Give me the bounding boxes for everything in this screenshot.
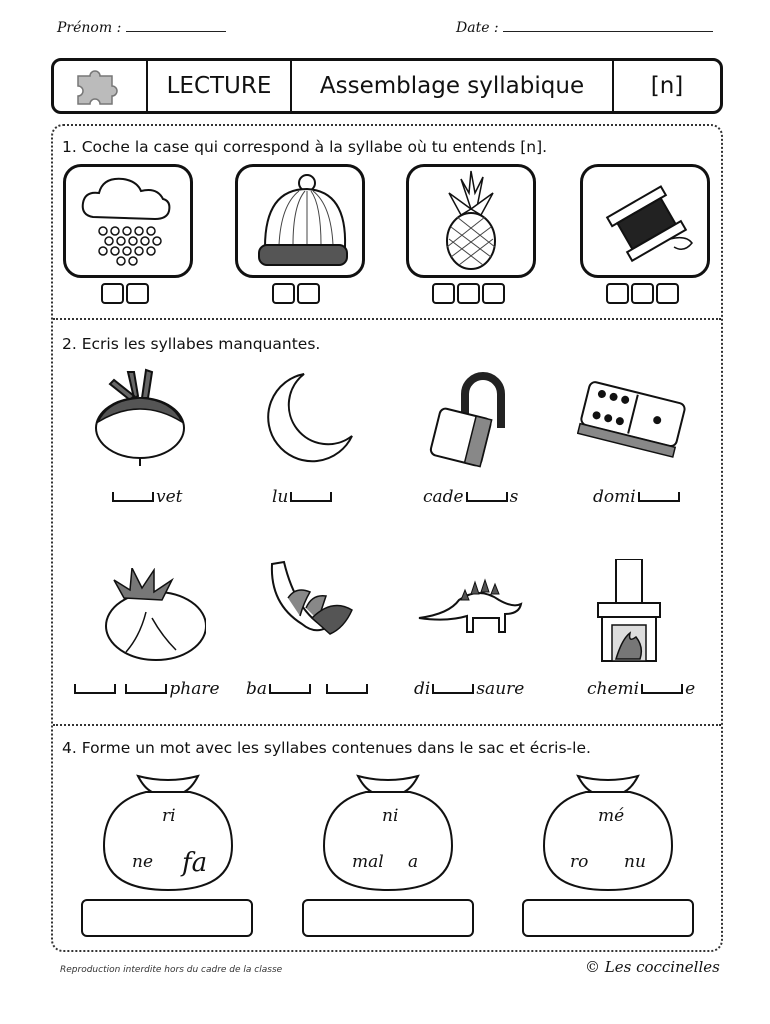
missing-syllable-blank[interactable]: [269, 684, 311, 694]
syllable-checkbox[interactable]: [432, 283, 455, 304]
bag-syllable: fa: [182, 848, 208, 878]
banana-icon: [262, 558, 358, 662]
missing-syllable-blank[interactable]: [432, 684, 474, 694]
syllable-checkbox[interactable]: [482, 283, 505, 304]
padlock-icon: [425, 370, 515, 474]
pineapple-icon: [406, 164, 536, 278]
bag-syllable: nu: [624, 852, 646, 872]
bag-syllable: ro: [570, 852, 589, 872]
missing-syllable-blank[interactable]: [74, 684, 116, 694]
exercise4-instruction: 4. Forme un mot avec les syllabes contenues dans le sac et écris-le.: [62, 739, 591, 757]
prenom-label: Prénom :: [57, 20, 122, 36]
missing-syllable-blank[interactable]: [638, 492, 680, 502]
turnip-icon: [90, 368, 190, 472]
syllable-checkbox[interactable]: [656, 283, 679, 304]
bag-syllable: a: [408, 852, 419, 872]
missing-syllable-blank[interactable]: [125, 684, 167, 694]
word-padlock: cade s: [423, 487, 519, 507]
exercise2-instruction: 2. Ecris les syllabes manquantes.: [62, 335, 321, 353]
bag-icon: [100, 770, 236, 894]
subject-label: LECTURE: [148, 61, 292, 111]
missing-syllable-blank[interactable]: [326, 684, 368, 694]
syllable-checkbox[interactable]: [126, 283, 149, 304]
section-divider: [53, 318, 721, 320]
crescent-moon-icon: [256, 370, 356, 470]
word-banana: ba: [246, 679, 370, 699]
word-domino: domi: [593, 487, 682, 507]
missing-syllable-blank[interactable]: [641, 684, 683, 694]
word-water-lily: phare: [72, 679, 220, 699]
water-lily-icon: [96, 568, 206, 668]
dinosaur-icon: [415, 578, 525, 642]
syllable-checkbox-group[interactable]: [272, 283, 322, 308]
thread-spool-icon: [580, 164, 710, 278]
missing-syllable-blank[interactable]: [290, 492, 332, 502]
bag-syllable: ne: [132, 852, 154, 872]
syllable-checkbox[interactable]: [457, 283, 480, 304]
syllable-checkbox[interactable]: [101, 283, 124, 304]
bag-syllable: ri: [162, 806, 176, 826]
date-line: [503, 31, 713, 32]
bag-syllable: mal: [352, 852, 384, 872]
brand-logo: © Les coccinelles: [585, 958, 720, 976]
syllable-bag-3: [540, 770, 676, 894]
syllable-checkbox-group[interactable]: [101, 283, 151, 308]
syllable-checkbox[interactable]: [631, 283, 654, 304]
answer-box-1[interactable]: [81, 899, 253, 937]
topic-title: Assemblage syllabique: [292, 61, 614, 111]
date-label: Date :: [456, 20, 499, 36]
answer-box-2[interactable]: [302, 899, 474, 937]
word-turnip: vet: [110, 487, 183, 507]
bag-syllable: mé: [598, 806, 625, 826]
copyright-notice: Reproduction interdite hors du cadre de la classe: [60, 965, 283, 975]
wool-hat-icon: [235, 164, 365, 278]
syllable-bag-2: [320, 770, 456, 894]
sound-label: [n]: [650, 73, 684, 99]
puzzle-icon: [54, 61, 148, 111]
title-bar: [51, 58, 723, 114]
exercise1-instruction: 1. Coche la case qui correspond à la syllabe où tu entends [n].: [62, 138, 548, 156]
missing-syllable-blank[interactable]: [112, 492, 154, 502]
syllable-checkbox[interactable]: [297, 283, 320, 304]
bag-icon: [320, 770, 456, 894]
syllable-checkbox[interactable]: [272, 283, 295, 304]
prenom-field[interactable]: [57, 20, 226, 36]
syllable-checkbox-group[interactable]: [606, 283, 681, 308]
syllable-checkbox[interactable]: [606, 283, 629, 304]
missing-syllable-blank[interactable]: [466, 492, 508, 502]
snow-cloud-icon: [63, 164, 193, 278]
section-divider: [53, 724, 721, 726]
fireplace-icon: [594, 559, 664, 667]
bag-icon: [540, 770, 676, 894]
syllable-bag-1: [100, 770, 236, 894]
date-field[interactable]: [456, 20, 713, 36]
word-fireplace: chemi e: [587, 679, 696, 699]
syllable-checkbox-group[interactable]: [432, 283, 507, 308]
word-dinosaur: di saure: [414, 679, 525, 699]
bag-syllable: ni: [382, 806, 399, 826]
prenom-line: [126, 31, 226, 32]
word-moon: lu: [272, 487, 334, 507]
domino-icon: [577, 378, 687, 462]
answer-box-3[interactable]: [522, 899, 694, 937]
